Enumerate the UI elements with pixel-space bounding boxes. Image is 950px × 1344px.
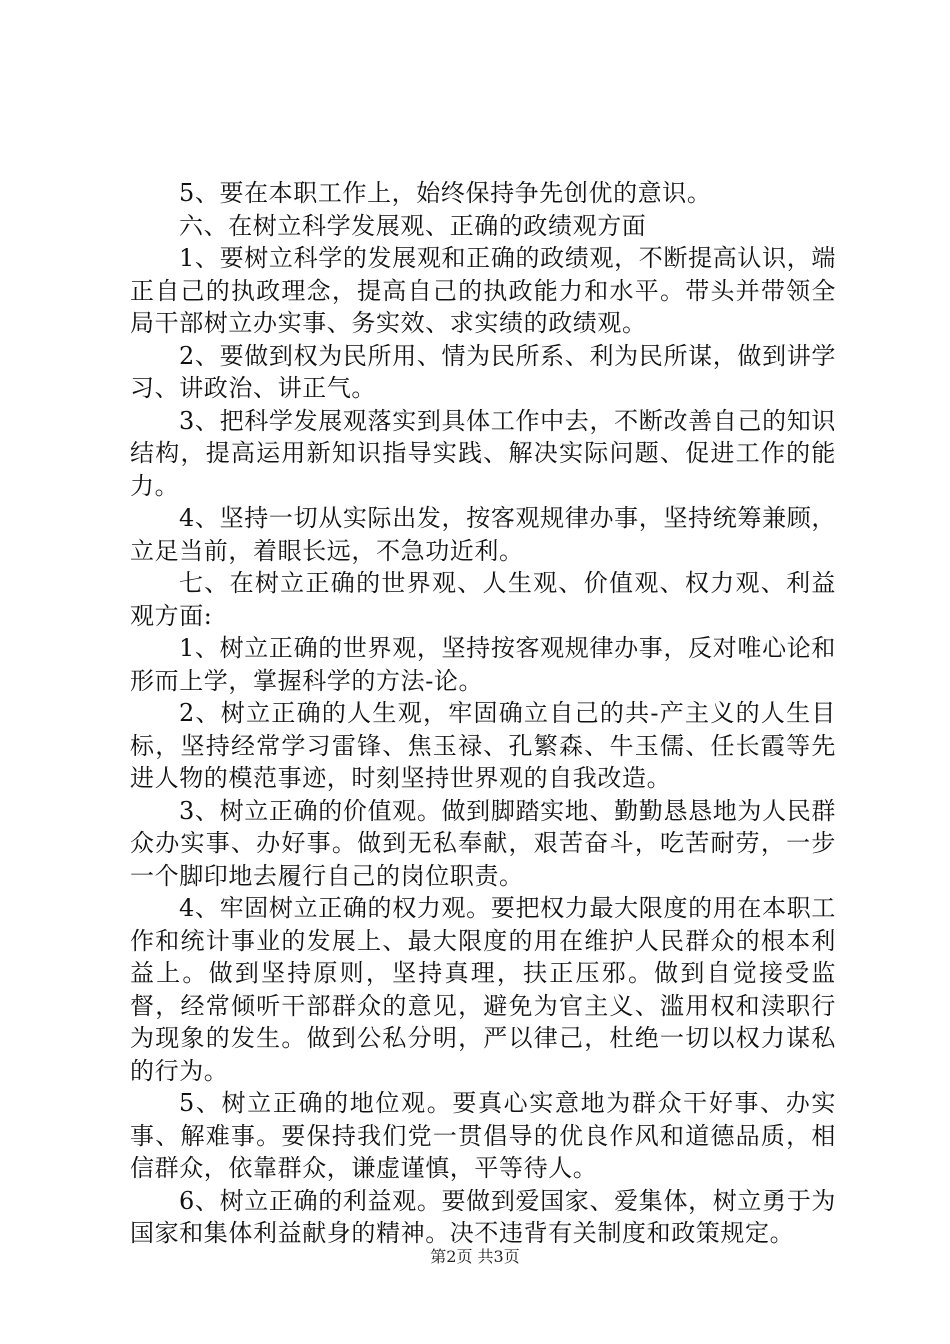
paragraph: 3、树立正确的价值观。做到脚踏实地、勤勤恳恳地为人民群众办实事、办好事。做到无私奉献，艰苦奋斗，吃苦耐劳，一步一个脚印地去履行自己的岗位职责。 <box>130 796 836 890</box>
section-heading: 七、在树立正确的世界观、人生观、价值观、权力观、利益观方面: <box>130 569 836 630</box>
paragraph: 3、把科学发展观落实到具体工作中去，不断改善自己的知识结构，提高运用新知识指导实践、解决实际问题、促进工作的能力。 <box>130 406 836 500</box>
paragraph: 6、树立正确的利益观。要做到爱国家、爱集体，树立勇于为国家和集体利益献身的精神。决不违背有关制度和政策规定。 <box>130 1186 836 1247</box>
document-body <box>130 177 836 1250</box>
paragraph: 1、要树立科学的发展观和正确的政绩观，不断提高认识，端正自己的执政理念，提高自己的执政能力和水平。带头并带领全局干部树立办实事、务实效、求实绩的政绩观。 <box>130 244 836 337</box>
paragraph: 2、要做到权为民所用、情为民所系、利为民所谋，做到讲学习、讲政治、讲正气。 <box>130 341 836 402</box>
page-number-footer: 第2页 共3页 <box>430 1247 520 1266</box>
paragraph: 2、树立正确的人生观，牢固确立自己的共-产主义的人生目标，坚持经常学习雷锋、焦玉禄、孔繁森、牛玉儒、任长霞等先进人物的模范事迹，时刻坚持世界观的自我改造。 <box>130 699 836 792</box>
section-heading: 六、在树立科学发展观、正确的政绩观方面 <box>179 211 647 240</box>
paragraph: 1、树立正确的世界观，坚持按客观规律办事，反对唯心论和形而上学，掌握科学的方法-论。 <box>130 634 836 695</box>
paragraph: 4、坚持一切从实际出发，按客观规律办事，坚持统筹兼顾，立足当前，着眼长远，不急功近利。 <box>130 504 836 565</box>
paragraph: 5、树立正确的地位观。要真心实意地为群众干好事、办实事、解难事。要保持我们党一贯倡导的优良作风和道德品质，相信群众，依靠群众，谦虚谨慎，平等待人。 <box>130 1089 836 1182</box>
paragraph: 5、要在本职工作上，始终保持争先创优的意识。 <box>179 179 712 207</box>
paragraph: 4、牢固树立正确的权力观。要把权力最大限度的用在本职工作和统计事业的发展上、最大限度的用在维护人民群众的根本利益上。做到坚持原则，坚持真理，扶正压邪。做到自觉接受监督，经常倾听干部群众的意见，避免为官主义、滥用权和渎职行为现象的发生。做到公私分明，严以律己，杜绝一切以权力谋私的行为。 <box>130 894 836 1085</box>
